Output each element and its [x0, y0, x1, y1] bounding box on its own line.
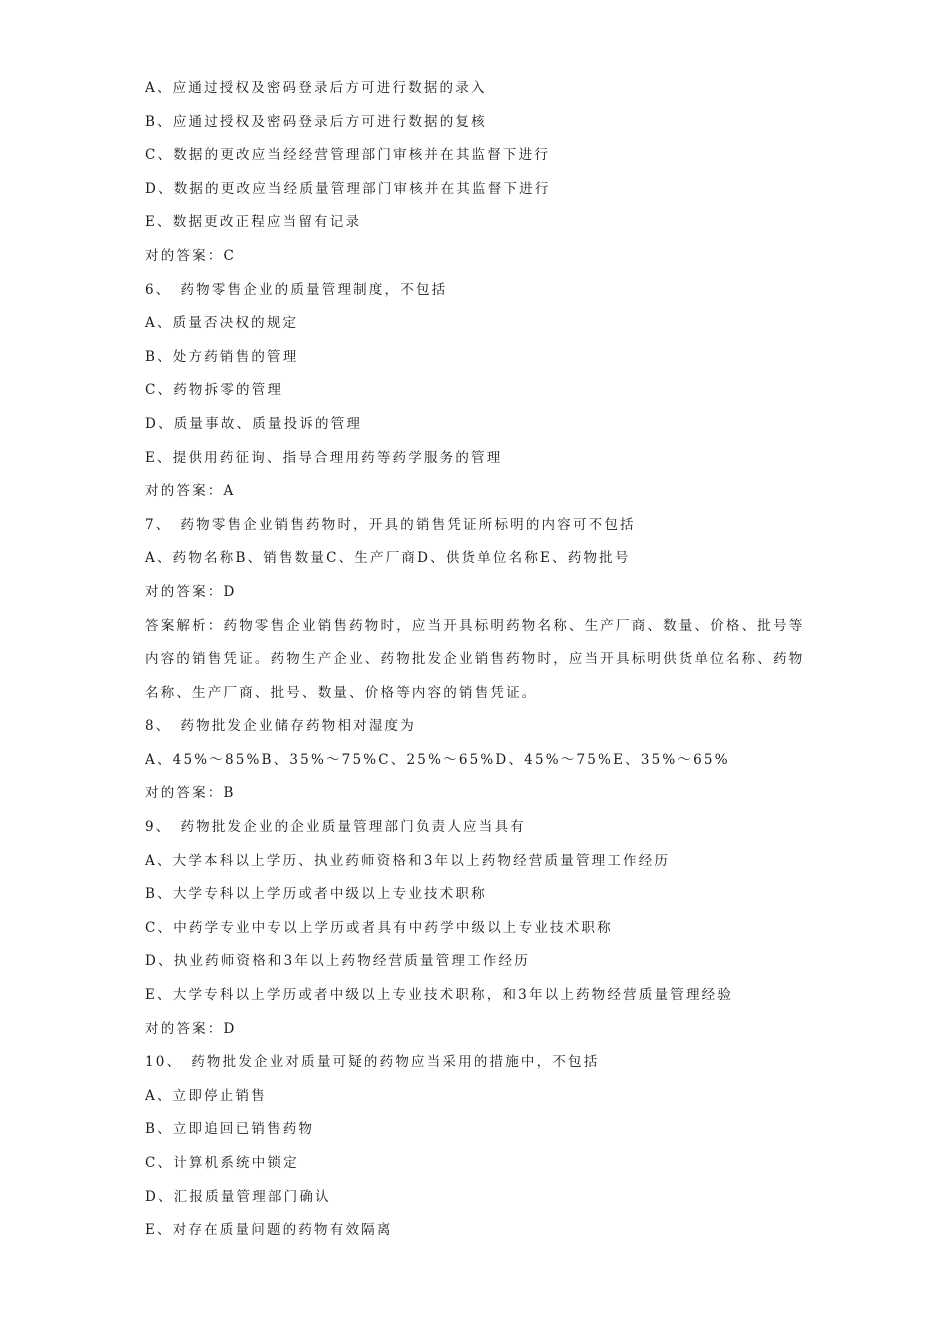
option-d: D、执业药师资格和3年以上药物经营质量管理工作经历 — [145, 953, 530, 970]
option-b: B、处方药销售的管理 — [145, 348, 299, 365]
option-e: E、提供用药征询、指导合理用药等药学服务的管理 — [145, 449, 503, 466]
option-c: C、计算机系统中锁定 — [145, 1155, 299, 1171]
option-a: A、立即停止销售 — [145, 1087, 267, 1104]
option-a: A、质量否决权的规定 — [145, 315, 299, 332]
question-10: 10、 药物批发企业对质量可疑的药物应当采用的措施中，不包括 — [145, 1054, 600, 1071]
option-d: D、质量事故、质量投诉的管理 — [145, 415, 363, 432]
option-b: B、应通过授权及密码登录后方可进行数据的复核 — [145, 113, 487, 130]
option-a: A、大学本科以上学历、执业药师资格和3年以上药物经营质量管理工作经历 — [145, 852, 671, 869]
option-e: E、数据更改正程应当留有记录 — [145, 214, 362, 231]
option-d: D、数据的更改应当经质量管理部门审核并在其监督下进行 — [145, 180, 551, 197]
option-c: C、药物拆零的管理 — [145, 382, 284, 399]
answer-explanation: 答案解析：药物零售企业销售药物时，应当开具标明药物名称、生产厂商、数量、价格、批号等内容的销售凭证。药物生产企业、药物批发企业销售药物时，应当开具标明供货单位名称、药物名称、生产厂商、批号、数量、价格等内容的销售凭证。 — [145, 617, 805, 701]
option-e: E、对存在质量问题的药物有效隔离 — [145, 1222, 393, 1239]
answer: 对的答案：A — [145, 483, 236, 500]
answer: 对的答案：D — [145, 1020, 237, 1037]
option-d: D、汇报质量管理部门确认 — [145, 1188, 331, 1205]
option-b: B、立即追回已销售药物 — [145, 1121, 315, 1138]
option-a: A、应通过授权及密码登录后方可进行数据的录入 — [145, 80, 487, 96]
answer: 对的答案：B — [145, 785, 236, 802]
document-page — [145, 72, 825, 1248]
options-inline: A、药物名称B、销售数量C、生产厂商D、供货单位名称E、药物批号 — [145, 550, 631, 567]
question-9: 9、 药物批发企业的企业质量管理部门负责人应当具有 — [145, 819, 526, 836]
answer: 对的答案：C — [145, 247, 237, 264]
option-e: E、大学专科以上学历或者中级以上专业技术职称，和3年以上药物经营质量管理经验 — [145, 987, 734, 1004]
question-7: 7、 药物零售企业销售药物时，开具的销售凭证所标明的内容可不包括 — [145, 516, 636, 533]
question-8: 8、 药物批发企业储存药物相对湿度为 — [145, 718, 416, 735]
answer: 对的答案：D — [145, 583, 237, 600]
option-c: C、数据的更改应当经经营管理部门审核并在其监督下进行 — [145, 147, 551, 164]
options-inline: A、45%～85%B、35%～75%C、25%～65%D、45%～75%E、35%～65% — [145, 751, 730, 768]
option-c: C、中药学专业中专以上学历或者具有中药学中级以上专业技术职称 — [145, 919, 613, 936]
question-6: 6、 药物零售企业的质量管理制度，不包括 — [145, 281, 448, 298]
option-b: B、大学专科以上学历或者中级以上专业技术职称 — [145, 886, 487, 903]
